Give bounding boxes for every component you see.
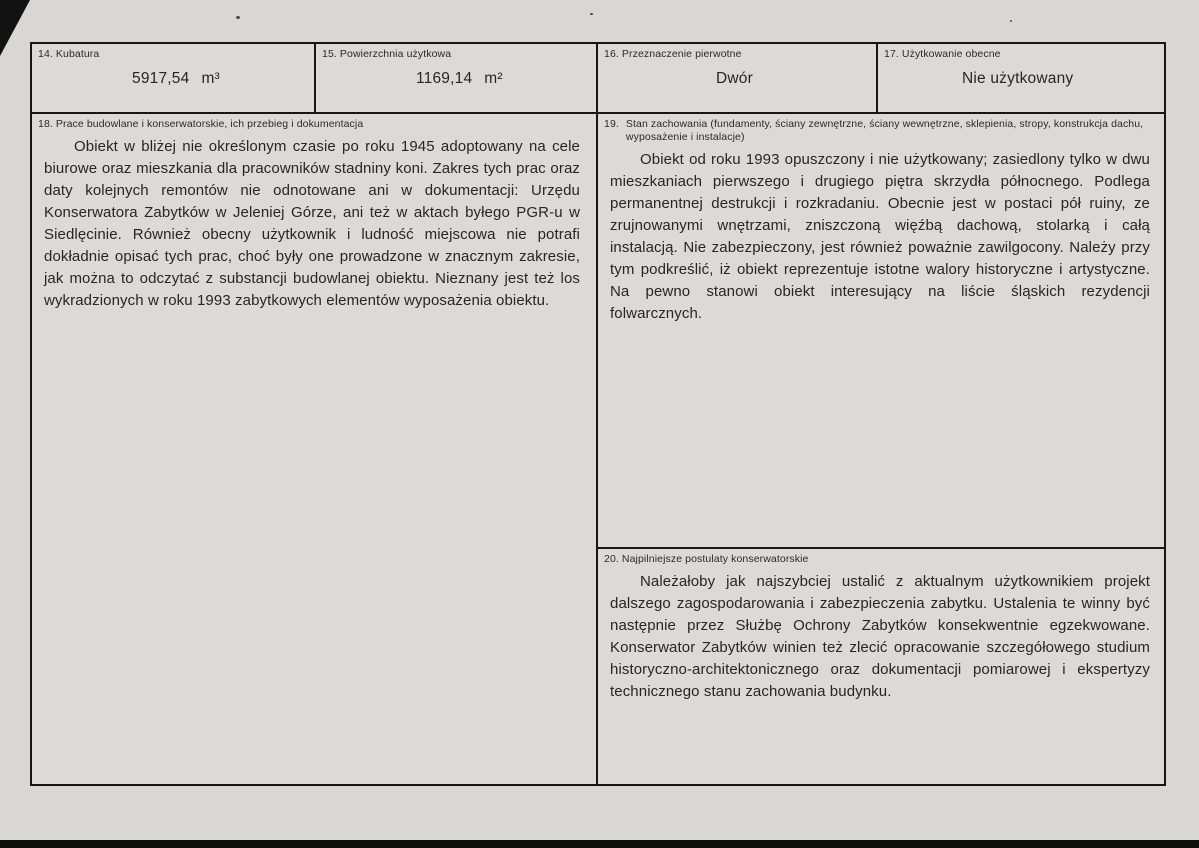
- field-17-label: 17. Użytkowanie obecne: [884, 48, 1001, 60]
- scan-corner-artifact: [0, 0, 30, 56]
- field-17-uzytkowanie: [878, 44, 1164, 114]
- field-14-value-number: 5917,54: [132, 70, 190, 87]
- field-20-text: Należałoby jak najszybciej ustalić z aktualnym użytkownikiem projekt dalszego zagospodarowania i zabezpieczenia zabytku. Ustalenia te winny być następnie przez Służbę Ochrony Zabytków konsekwentnie egzekwowane. Konserwator Zabytków winien też zlecić opracowanie szczegółowego studium historyczno-architektonicznego oraz dokumentacji pomiarowej i ekspertyzy technicznego stanu zachowania budynku.: [610, 573, 1150, 700]
- field-18-text: Obiekt w bliżej nie określonym czasie po roku 1945 adoptowany na cele biurowe oraz mieszkania dla pracowników stadniny koni. Zakres tych prac oraz daty kolejnych remontów nie odnotowane ani w dokumentacji: Urzędu Konserwatora Zabytków w Jeleniej Górze, ani też w aktach byłego PGR-u w Siedlęcinie. Również obecny użytkownik i ludność miejscowa nie potrafi dokładnie opisać tych prac, choć były one prowadzone w znacznym zakresie, jak można to odczytać z substancji budowlanej obiektu. Nieznany jest też los wykradzionych w roku 1993 zabytkowych elementów wyposażenia obiektu.: [44, 138, 580, 309]
- scan-speck: [1010, 20, 1012, 22]
- field-19-label-number: 19.: [604, 118, 619, 130]
- scan-speck: [590, 13, 593, 15]
- field-15-value: [316, 70, 596, 88]
- field-15-value-number: 1169,14: [416, 70, 473, 87]
- scan-speck: [236, 16, 240, 19]
- field-14-label: 14. Kubatura: [38, 48, 100, 60]
- field-16-label: 16. Przeznaczenie pierwotne: [604, 48, 742, 60]
- field-14-kubatura: [32, 44, 316, 114]
- field-18-label: 18. Prace budowlane i konserwatorskie, ich przebieg i dokumentacja: [38, 118, 364, 130]
- field-20-postulaty: [598, 549, 1164, 784]
- field-19-label: [598, 114, 1158, 144]
- field-20-label: 20. Najpilniejsze postulaty konserwatorskie: [604, 553, 809, 565]
- field-15-unit: m²: [484, 70, 503, 87]
- field-19-label-text: Stan zachowania (fundamenty, ściany zewnętrzne, ściany wewnętrzne, sklepienia, stropy, konstrukcja dachu, wyposażenie i instalacje): [625, 118, 1144, 143]
- field-17-value: Nie użytkowany: [962, 70, 1074, 87]
- scan-bottom-edge-artifact: [0, 840, 1199, 848]
- field-16-przeznaczenie: [598, 44, 878, 114]
- field-19-text: Obiekt od roku 1993 opuszczony i nie użytkowany; zasiedlony tylko w dwu mieszkaniach pierwszego i drugiego piętra skrzydła północnego. Podlega permanentnej destrukcji i rozkradaniu. Obecnie jest w postaci pół ruiny, ze zrujnowanymi wnętrzami, zniszczoną więźbą dachową, stolarką i całą instalacją. Nie zabezpieczony, jest również poważnie zawilgocony. Należy przy tym podkreślić, iż obiekt reprezentuje istotne walory historyczne i artystyczne. Na pewno stanowi obiekt interesujący na liście śląskich rezydencji folwarcznych.: [610, 151, 1150, 322]
- field-16-value: Dwór: [716, 70, 753, 87]
- field-19-stan-zachowania: [598, 114, 1164, 549]
- heritage-record-form-table: [30, 42, 1166, 786]
- field-14-unit: m³: [201, 70, 220, 87]
- field-14-value: [32, 70, 314, 88]
- field-15-label: 15. Powierzchnia użytkowa: [322, 48, 452, 60]
- field-18-prace-budowlane: [32, 114, 598, 784]
- field-15-powierzchnia: [316, 44, 598, 114]
